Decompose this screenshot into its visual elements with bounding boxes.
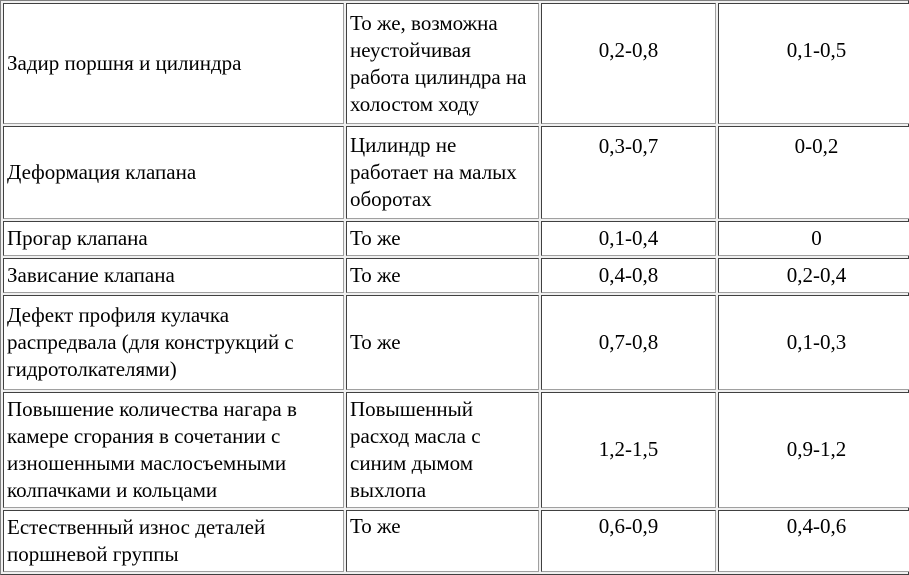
symptom-cell: То же bbox=[346, 221, 539, 256]
table-row bbox=[3, 295, 909, 390]
table-row bbox=[3, 510, 909, 572]
value-cell: 0,1-0,4 bbox=[541, 221, 716, 256]
symptom-cell: Цилиндр не работает на малых оборотах bbox=[346, 126, 539, 219]
value-cell: 0,2-0,4 bbox=[718, 258, 909, 292]
value-cell: 1,2-1,5 bbox=[541, 392, 716, 508]
value-cell: 0,7-0,8 bbox=[541, 295, 716, 390]
value-cell: 0-0,2 bbox=[718, 126, 909, 219]
value-cell: 0,1-0,3 bbox=[718, 295, 909, 390]
fault-cell: Повышение количества нагара в камере сгорания в сочетании с изношенными маслосъемными колпачками и кольцами bbox=[3, 392, 344, 508]
table-row bbox=[3, 3, 909, 124]
fault-cell: Естественный износ деталей поршневой группы bbox=[3, 510, 344, 572]
value-cell: 0,4-0,6 bbox=[718, 510, 909, 572]
symptom-cell: То же bbox=[346, 258, 539, 292]
value-cell: 0,2-0,8 bbox=[541, 3, 716, 124]
value-cell: 0,4-0,8 bbox=[541, 258, 716, 292]
symptom-cell: То же, возможна неустойчивая работа цилиндра на холостом ходу bbox=[346, 3, 539, 124]
symptom-cell: То же bbox=[346, 295, 539, 390]
value-cell: 0,1-0,5 bbox=[718, 3, 909, 124]
fault-cell: Дефект профиля кулачка распредвала (для конструкций с гидротолкателями) bbox=[3, 295, 344, 390]
diagnostics-table bbox=[1, 1, 909, 574]
value-cell: 0,6-0,9 bbox=[541, 510, 716, 572]
fault-cell: Задир поршня и цилиндра bbox=[3, 3, 344, 124]
table-row bbox=[3, 258, 909, 292]
fault-cell: Деформация клапана bbox=[3, 126, 344, 219]
table-row bbox=[3, 221, 909, 256]
value-cell: 0,3-0,7 bbox=[541, 126, 716, 219]
value-cell: 0,9-1,2 bbox=[718, 392, 909, 508]
fault-cell: Прогар клапана bbox=[3, 221, 344, 256]
value-cell: 0 bbox=[718, 221, 909, 256]
symptom-cell: Повышенный расход масла с синим дымом выхлопа bbox=[346, 392, 539, 508]
symptom-cell: То же bbox=[346, 510, 539, 572]
table-row bbox=[3, 126, 909, 219]
fault-cell: Зависание клапана bbox=[3, 258, 344, 292]
table-row bbox=[3, 392, 909, 508]
